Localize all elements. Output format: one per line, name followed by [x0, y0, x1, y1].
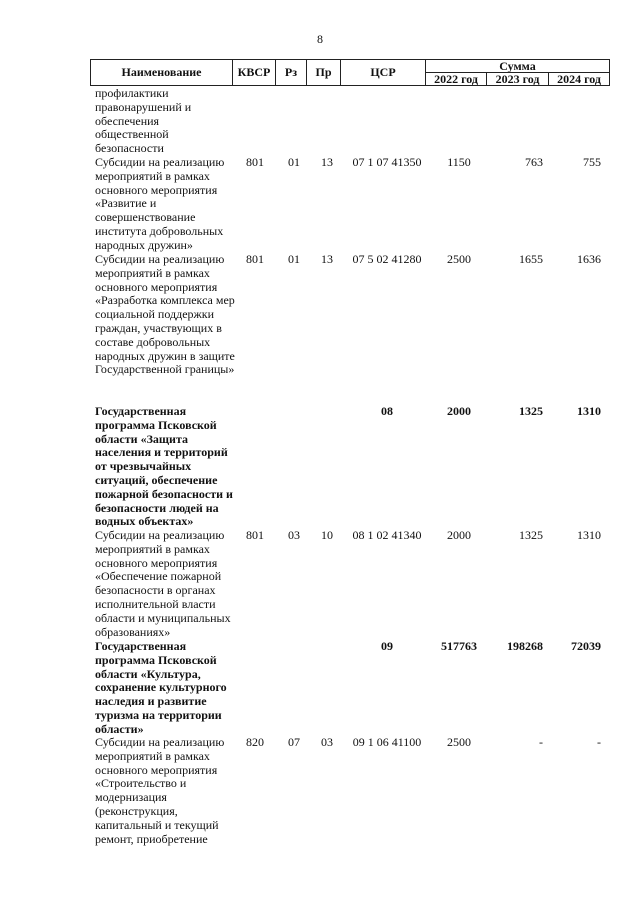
row-name: Государственная программа Псковской области «Культура, сохранение культурного наследия и развитие туризма на территории области»: [95, 639, 227, 736]
header-name: Наименование: [90, 59, 233, 86]
row-name: Субсидии на реализацию мероприятий в рамках основного мероприятия «Развитие и совершенствование института добровольных народных дружин»: [95, 155, 225, 252]
row-csr: 07 5 02 41280: [352, 252, 422, 266]
row-rz: 01: [288, 252, 300, 266]
row-kvsr: 801: [246, 528, 264, 542]
header-2022: 2022 год: [425, 72, 487, 86]
page-number: 8: [317, 32, 323, 46]
row-sum-2022: 2500: [447, 252, 471, 266]
row-sum-2024: 1310: [577, 528, 601, 542]
row-name: Субсидии на реализацию мероприятий в рамках основного мероприятия «Обеспечение пожарной безопасности в органах исполнительной власти области и муниципальных образованиях»: [95, 528, 231, 639]
row-csr: 07 1 07 41350: [352, 155, 422, 169]
row-pr: 10: [321, 528, 333, 542]
row-pr: 03: [321, 735, 333, 749]
row-name: Субсидии на реализацию мероприятий в рамках основного мероприятия «Разработка комплекса мер социальной поддержки граждан, участвующих в составе добровольных народных дружин в защите Государственной границы»: [95, 252, 235, 377]
header-pr: Пр: [306, 59, 341, 86]
row-sum-2022: 2000: [447, 528, 471, 542]
header-sum: Сумма: [425, 59, 610, 73]
row-csr: 08 1 02 41340: [352, 528, 422, 542]
row-sum-2024: 72039: [571, 639, 601, 653]
row-csr: 09: [381, 639, 393, 653]
row-pr: 13: [321, 155, 333, 169]
row-sum-2022: 2500: [447, 735, 471, 749]
row-rz: 03: [288, 528, 300, 542]
row-sum-2024: 1636: [577, 252, 601, 266]
row-name: Государственная программа Псковской области «Защита населения и территорий от чрезвычайных ситуаций, обеспечение пожарной безопасности и безопасности людей на водных объектах»: [95, 404, 233, 529]
row-name: профилактики правонарушений и обеспечения общественной безопасности: [95, 86, 192, 156]
row-sum-2023: 1325: [519, 528, 543, 542]
row-pr: 13: [321, 252, 333, 266]
row-rz: 07: [288, 735, 300, 749]
header-kvsr: КВСР: [232, 59, 276, 86]
row-kvsr: 801: [246, 155, 264, 169]
row-csr: 08: [381, 404, 393, 418]
header-csr: ЦСР: [340, 59, 426, 86]
row-sum-2024: 1310: [577, 404, 601, 418]
table-header: [90, 59, 610, 86]
row-sum-2023: 763: [525, 155, 543, 169]
row-rz: 01: [288, 155, 300, 169]
row-sum-2022: 2000: [447, 404, 471, 418]
row-sum-2024: 755: [583, 155, 601, 169]
row-csr: 09 1 06 41100: [352, 735, 422, 749]
header-rz: Рз: [275, 59, 307, 86]
row-sum-2022: 517763: [441, 639, 477, 653]
row-name: Субсидии на реализацию мероприятий в рамках основного мероприятия «Строительство и модернизация (реконструкция, капитальный и текущий ремонт, приобретение: [95, 735, 225, 846]
header-2023: 2023 год: [486, 72, 549, 86]
row-sum-2024: -: [597, 735, 601, 749]
row-sum-2023: -: [539, 735, 543, 749]
row-sum-2023: 1325: [519, 404, 543, 418]
row-sum-2022: 1150: [447, 155, 471, 169]
row-sum-2023: 1655: [519, 252, 543, 266]
row-kvsr: 820: [246, 735, 264, 749]
row-kvsr: 801: [246, 252, 264, 266]
header-2024: 2024 год: [548, 72, 610, 86]
row-sum-2023: 198268: [507, 639, 543, 653]
